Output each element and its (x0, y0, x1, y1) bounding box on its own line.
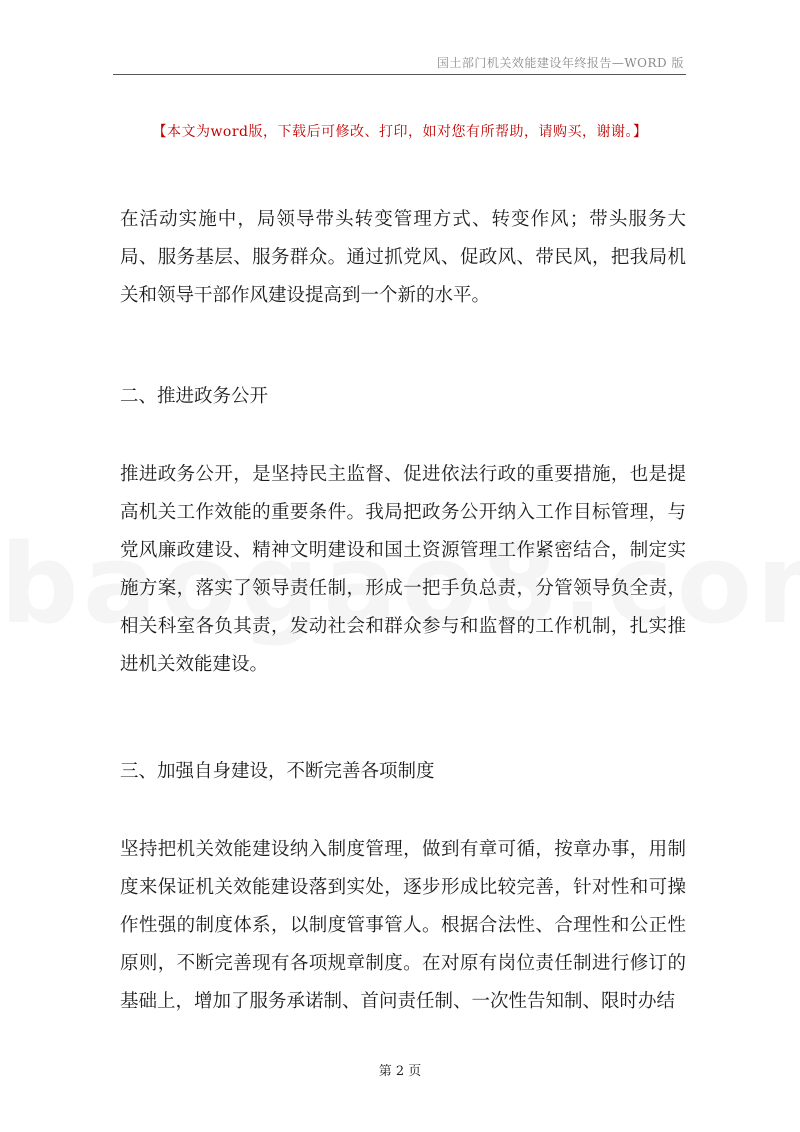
header-divider (113, 74, 686, 75)
download-notice: 【本文为word版，下载后可修改、打印，如对您有所帮助，请购买，谢谢。】 (152, 124, 648, 140)
heading-government-affairs: 二、推进政务公开 (120, 386, 269, 407)
heading-self-building: 三、加强自身建设，不断完善各项制度 (120, 761, 435, 782)
paragraph-government-affairs: 推进政务公开，是坚持民主监督、促进依法行政的重要措施，也是提高机关工作效能的重要条件。我局把政务公开纳入工作目标管理，与党风廉政建设、精神文明建设和国土资源管理工作紧密结合，制定实施方案，落实了领导责任制，形成一把手负总责，分管领导负全责，相关科室各负其责，发动社会和群众参与和监督的工作机制，扎实推进机关效能建设。 (120, 464, 686, 675)
page-number: 第 2 页 (378, 1064, 422, 1079)
page-header: 国土部门机关效能建设年终报告—WORD 版 (436, 56, 684, 70)
paragraph-leadership: 在活动实施中，局领导带头转变管理方式、转变作风；带头服务大局、服务基层、服务群众。通过抓党风、促政风、带民风，把我局机关和领导干部作风建设提高到一个新的水平。 (120, 209, 686, 306)
paragraph-systems: 坚持把机关效能建设纳入制度管理，做到有章可循，按章办事，用制度来保证机关效能建设落到实处，逐步形成比较完善，针对性和可操作性强的制度体系，以制度管事管人。根据合法性、合理性和公正性原则，不断完善现有各项规章制度。在对原有岗位责任制进行修订的基础上，增加了服务承诺制、首问责任制、一次性告知制、限时办结 (120, 839, 686, 1012)
